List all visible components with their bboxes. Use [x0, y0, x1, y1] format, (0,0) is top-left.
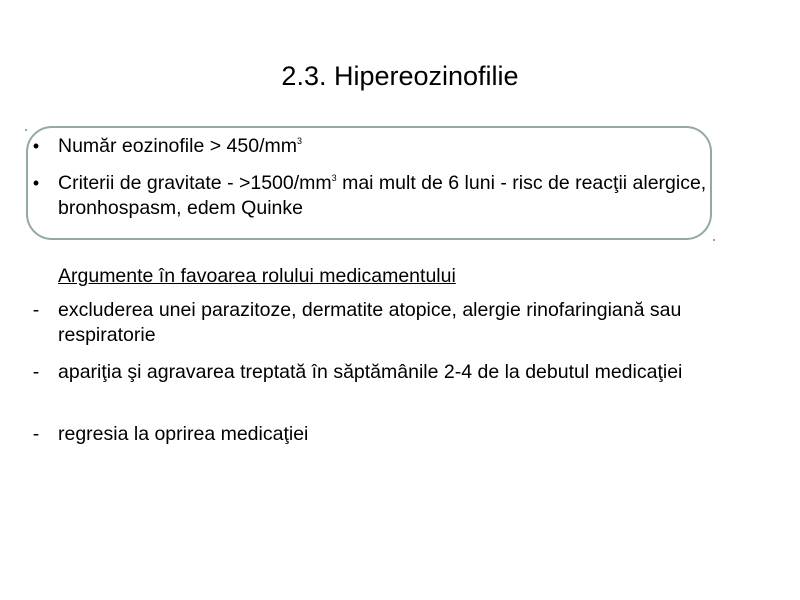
dash-marker: - [32, 423, 40, 445]
bullet-marker: • [32, 136, 40, 156]
bullet-text-after: mai mult de 6 luni - risc de reacţii alergice, bronhospasm, edem Quinke [58, 172, 707, 219]
dash-marker: - [32, 361, 40, 383]
bullet-item [32, 134, 768, 159]
dash-item [32, 360, 768, 385]
bullet-text: Număr eozinofile > 450/mm [58, 135, 297, 157]
dash-text: excluderea unei parazitoze, dermatite atopice, alergie rinofaringiană sau respiratorie [58, 299, 682, 346]
box-corner-mark [25, 129, 27, 131]
slide-title: 2.3. Hipereozinofilie [281, 61, 519, 91]
superscript: 3 [296, 136, 302, 146]
dash-item [32, 422, 768, 447]
bullet-text: Criterii de gravitate - >1500/mm [58, 172, 332, 194]
bullet-item [32, 171, 718, 221]
dash-text: apariţia şi agravarea treptată în săptămânile 2-4 de la debutul medicaţiei [58, 361, 683, 383]
dash-marker: - [32, 299, 40, 321]
dash-item [32, 298, 768, 348]
bullet-marker: • [32, 173, 40, 193]
superscript: 3 [331, 173, 337, 183]
box-corner-mark [713, 239, 715, 241]
section-heading: Argumente în favoarea rolului medicamentului [58, 265, 456, 287]
dash-text: regresia la oprirea medicaţiei [58, 423, 309, 445]
